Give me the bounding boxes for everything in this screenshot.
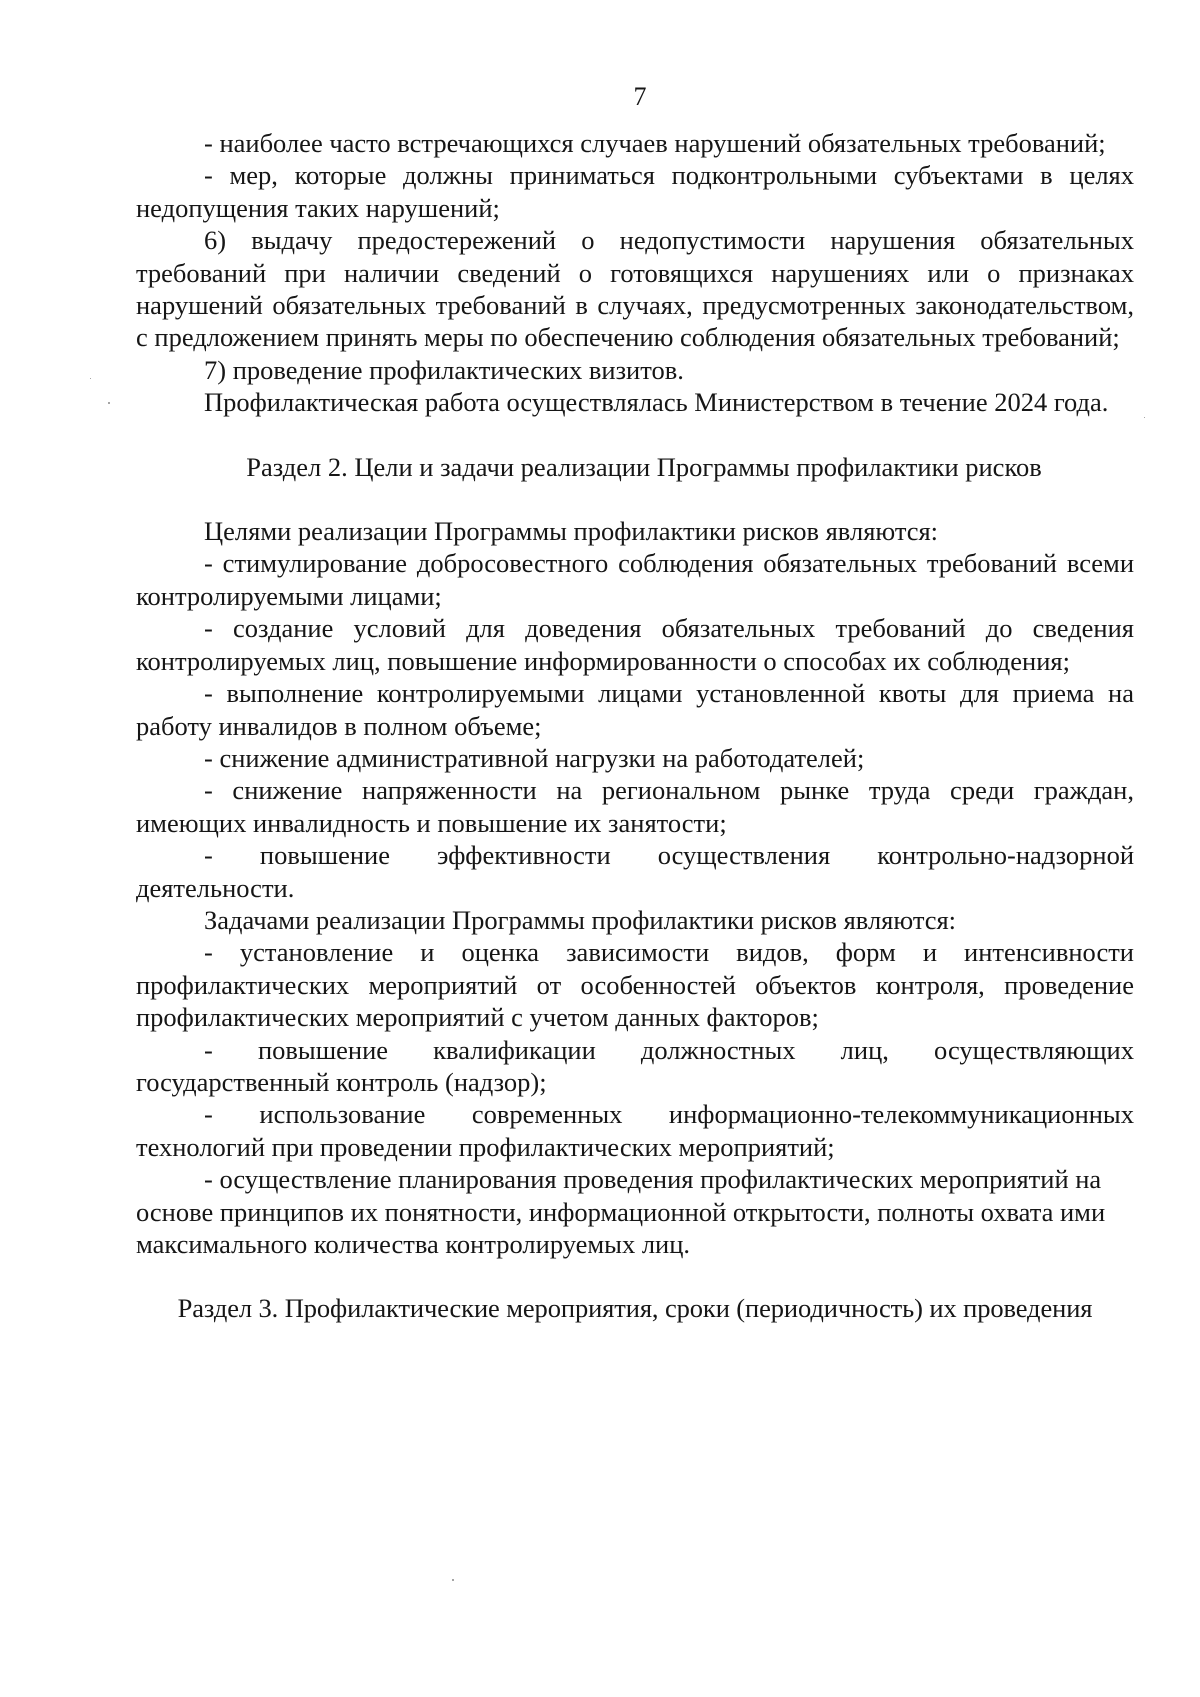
tasks-intro: Задачами реализации Программы профилактики рисков являются: xyxy=(204,904,957,935)
paragraph-frequent-violations: - наиболее часто встречающихся случаев нарушений обязательных требований; xyxy=(204,128,1106,158)
paragraph-visits: 7) проведение профилактических визитов. xyxy=(204,354,684,385)
paragraph-warnings: 6) выдачу предостережений о недопустимости нарушения обязательных требований при наличии сведений о готовящихся нарушениях или о признаках нарушений обязательных требований в случаях, предусмотренных законодательством, с предложением принять меры по обеспечению соблюдения обязательных требований; xyxy=(136,225,1134,353)
goal-item: - стимулирование добросовестного соблюдения обязательных требований всеми контролируемыми лицами; xyxy=(136,548,1134,611)
scan-speck xyxy=(452,1579,454,1581)
goals-intro: Целями реализации Программы профилактики рисков являются: xyxy=(204,516,939,547)
scan-speck xyxy=(1144,417,1145,418)
scan-speck xyxy=(90,378,91,379)
task-item: - установление и оценка зависимости видов, форм и интенсивности профилактических мероприятий от особенностей объектов контроля, проведение профилактических мероприятий с учетом данных факторов; xyxy=(136,937,1134,1033)
goal-item: - снижение напряженности на региональном рынке труда среди граждан, имеющих инвалидность и повышение их занятости; xyxy=(136,775,1134,838)
document-body xyxy=(136,127,1134,1325)
goal-item: - снижение административной нагрузки на работодателей; xyxy=(204,742,865,773)
task-item: - осуществление планирования проведения профилактических мероприятий на основе принципов их понятности, информационной открытости, полноты охвата ими максимального количества контролируемых лиц. xyxy=(136,1164,1106,1259)
page-number: 7 xyxy=(633,82,647,111)
paragraph-prevention-work: Профилактическая работа осуществлялась Министерством в течение 2024 года. xyxy=(204,387,1109,418)
scan-speck xyxy=(108,402,110,404)
goal-item: - выполнение контролируемыми лицами установленной квоты для приема на работу инвалидов в полном объеме; xyxy=(136,678,1134,741)
goal-item: - создание условий для доведения обязательных требований до сведения контролируемых лиц, повышение информированности о способах их соблюдения; xyxy=(136,613,1134,676)
section-2-heading: Раздел 2. Цели и задачи реализации Программы профилактики рисков xyxy=(246,451,1042,482)
section-3-heading: Раздел 3. Профилактические мероприятия, сроки (периодичность) их проведения xyxy=(177,1293,1093,1324)
task-item: - повышение квалификации должностных лиц, осуществляющих государственный контроль (надзор); xyxy=(136,1034,1134,1097)
task-item: - использование современных информационно-телекоммуникационных технологий при проведении профилактических мероприятий; xyxy=(136,1099,1134,1162)
goal-item: - повышение эффективности осуществления контрольно-надзорной деятельности. xyxy=(136,840,1134,903)
paragraph-preventive-measures: - мер, которые должны приниматься подконтрольными субъектами в целях недопущения таких нарушений; xyxy=(136,160,1134,223)
